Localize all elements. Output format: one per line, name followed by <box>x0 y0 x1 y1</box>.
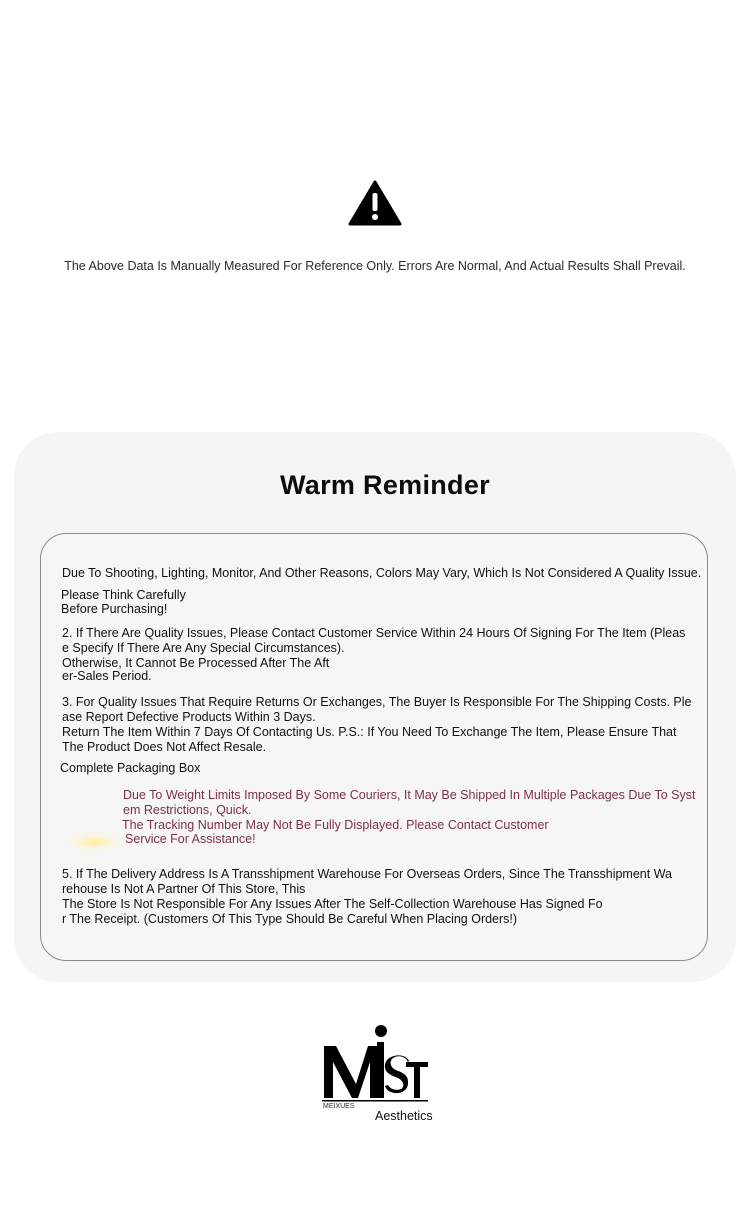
card-title: Warm Reminder <box>280 470 490 500</box>
reminder-line-quality-2: e Specify If There Are Any Special Circumstances). <box>62 641 345 655</box>
reminder-line-returns-3: Return The Item Within 7 Days Of Contacting Us. P.S.: If You Need To Exchange The Item, Please Ensure That <box>62 725 677 739</box>
reminder-line-quality-4: er-Sales Period. <box>62 669 152 683</box>
highlight-glow <box>66 832 122 852</box>
disclaimer-text: The Above Data Is Manually Measured For Reference Only. Errors Are Normal, And Actual Results Shall Prevail. <box>64 259 686 273</box>
reminder-line-overseas-3: The Store Is Not Responsible For Any Issues After The Self-Collection Warehouse Has Signed Fo <box>62 897 603 911</box>
reminder-line-overseas-1: 5. If The Delivery Address Is A Transshipment Warehouse For Overseas Orders, Since The Transshipment Wa <box>62 867 672 881</box>
reminder-line-colors: Due To Shooting, Lighting, Monitor, And Other Reasons, Colors May Vary, Which Is Not Considered A Quality Issue. <box>62 566 702 580</box>
reminder-line-think: Please Think Carefully <box>61 588 186 602</box>
reminder-line-shipping-4: Service For Assistance! <box>125 832 256 846</box>
reminder-line-overseas-4: r The Receipt. (Customers Of This Type Should Be Careful When Placing Orders!) <box>62 912 518 926</box>
reminder-line-shipping-2: em Restrictions, Quick. <box>123 803 252 817</box>
logo-caption: Aesthetics <box>375 1109 433 1123</box>
brand-logo <box>318 1022 430 1112</box>
reminder-line-returns-4: The Product Does Not Affect Resale. <box>62 740 267 754</box>
reminder-line-packaging: Complete Packaging Box <box>60 761 201 775</box>
reminder-line-shipping-3: The Tracking Number May Not Be Fully Displayed. Please Contact Customer <box>122 818 549 832</box>
reminder-line-returns-1: 3. For Quality Issues That Require Returns Or Exchanges, The Buyer Is Responsible For The Shipping Costs. Ple <box>62 695 692 709</box>
reminder-line-before: Before Purchasing! <box>61 602 168 616</box>
logo-small-text: MEIXUES <box>323 1103 355 1110</box>
reminder-line-overseas-2: rehouse Is Not A Partner Of This Store, This <box>62 882 306 896</box>
reminder-line-shipping-1: Due To Weight Limits Imposed By Some Couriers, It May Be Shipped In Multiple Packages Due To Syst <box>123 788 696 802</box>
reminder-line-returns-2: ase Report Defective Products Within 3 Days. <box>62 710 316 724</box>
reminder-line-quality-1: 2. If There Are Quality Issues, Please Contact Customer Service Within 24 Hours Of Signing For The Item (Pleas <box>62 626 686 640</box>
warning-triangle-icon <box>348 180 402 226</box>
reminder-line-quality-3: Otherwise, It Cannot Be Processed After The Aft <box>62 656 330 670</box>
